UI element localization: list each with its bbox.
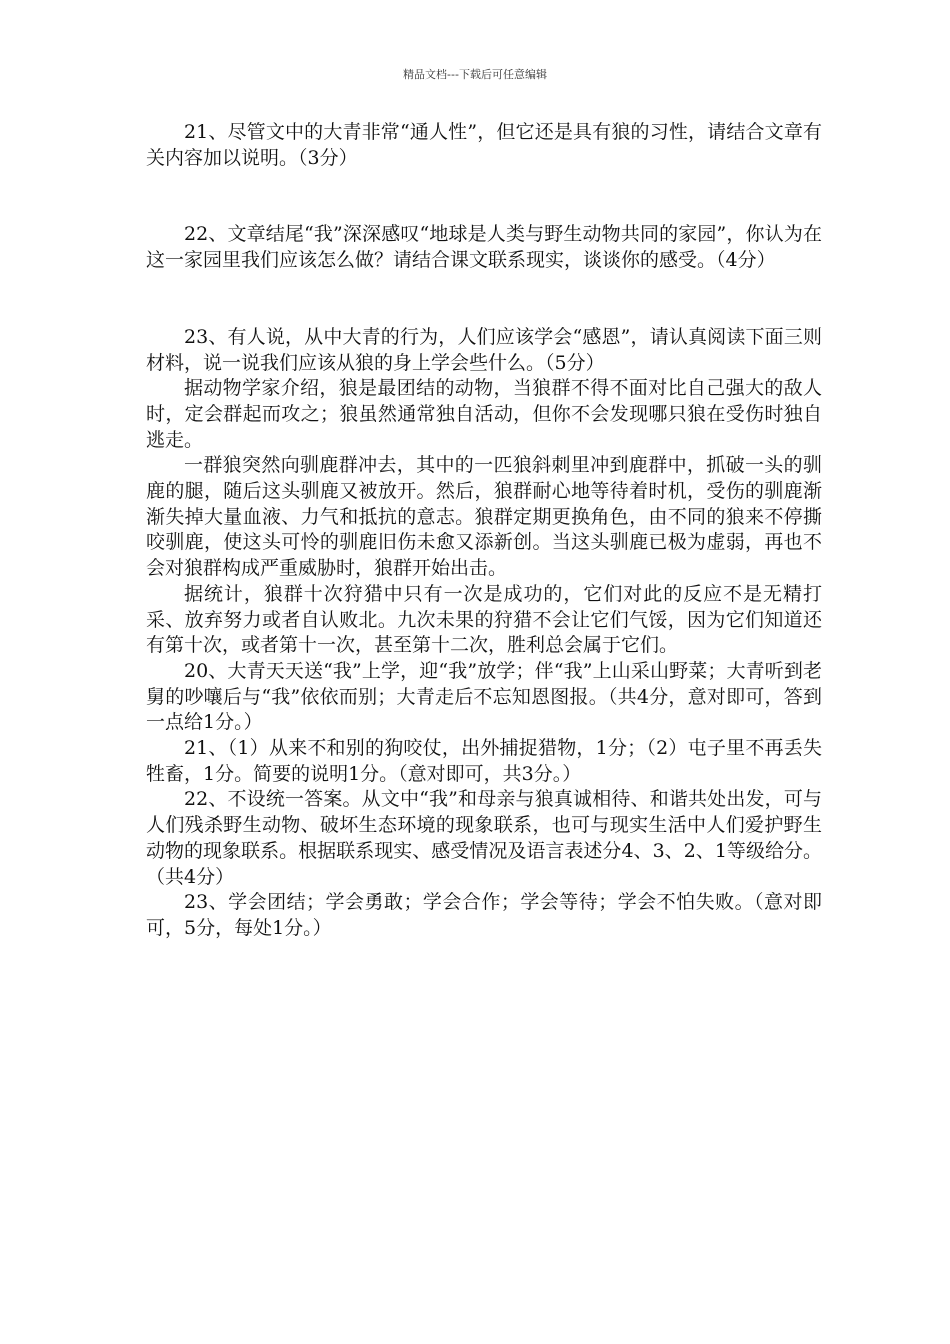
material-1: 据动物学家介绍，狼是最团结的动物，当狼群不得不面对比自己强大的敌人时，定会群起而攻之；狼虽然通常独自活动，但你不会发现哪只狼在受伤时独自逃走。 — [146, 377, 822, 451]
answer-21: 21、（1）从来不和别的狗咬仗，出外捕捉猎物，1分；（2）屯子里不再丢失牲畜，1分。简要的说明1分。（意对即可，共3分。） — [146, 737, 822, 785]
answer-22: 22、不设统一答案。从文中“我”和母亲与狼真诚相待、和谐共处出发，可与人们残杀野生动物、破坏生态环境的现象联系，也可与现实生活中人们爱护野生动物的现象联系。根据联系现实、感受情况及语言表述分4、3、2、1等级给分。（共4分） — [146, 788, 822, 888]
material-3: 据统计，狼群十次狩猎中只有一次是成功的，它们对此的反应不是无精打采、放弃努力或者自认败北。九次未果的狩猎不会让它们气馁，因为它们知道还有第十次，或者第十一次，甚至第十二次，胜利总会属于它们。 — [146, 582, 822, 657]
page-header: 精品文档---下载后可任意编辑 — [403, 68, 547, 81]
answer-23: 23、学会团结；学会勇敢；学会合作；学会等待；学会不怕失败。（意对即可，5分，每处1分。） — [146, 891, 822, 939]
answer-space-22 — [146, 274, 822, 325]
question-22: 22、文章结尾“我”深深感叹“地球是人类与野生动物共同的家园”，你认为在这一家园里我们应该怎么做？请结合课文联系现实，谈谈你的感受。（4分） — [146, 223, 822, 272]
answer-space-21 — [146, 171, 822, 222]
question-21: 21、尽管文中的大青非常“通人性”，但它还是具有狼的习性，请结合文章有关内容加以说明。（3分） — [146, 121, 822, 169]
document-body — [146, 120, 822, 942]
question-23: 23、有人说，从中大青的行为，人们应该学会“感恩”，请认真阅读下面三则材料，说一说我们应该从狼的身上学会些什么。（5分） — [146, 325, 822, 374]
material-2: 一群狼突然向驯鹿群冲去，其中的一匹狼斜刺里冲到鹿群中，抓破一头的驯鹿的腿，随后这头驯鹿又被放开。然后，狼群耐心地等待着时机，受伤的驯鹿渐渐失掉大量血液、力气和抵抗的意志。狼群定期更换角色，由不同的狼来不停撕咬驯鹿，使这头可怜的驯鹿旧伤未愈又添新创。当这头驯鹿已极为虚弱，再也不会对狼群构成严重威胁时，狼群开始出击。 — [146, 454, 822, 580]
answer-20: 20、大青天天送“我”上学，迎“我”放学；伴“我”上山采山野菜；大青听到老舅的吵嚷后与“我”依依而别；大青走后不忘知恩图报。（共4分，意对即可，答到一点给1分。） — [146, 659, 822, 734]
